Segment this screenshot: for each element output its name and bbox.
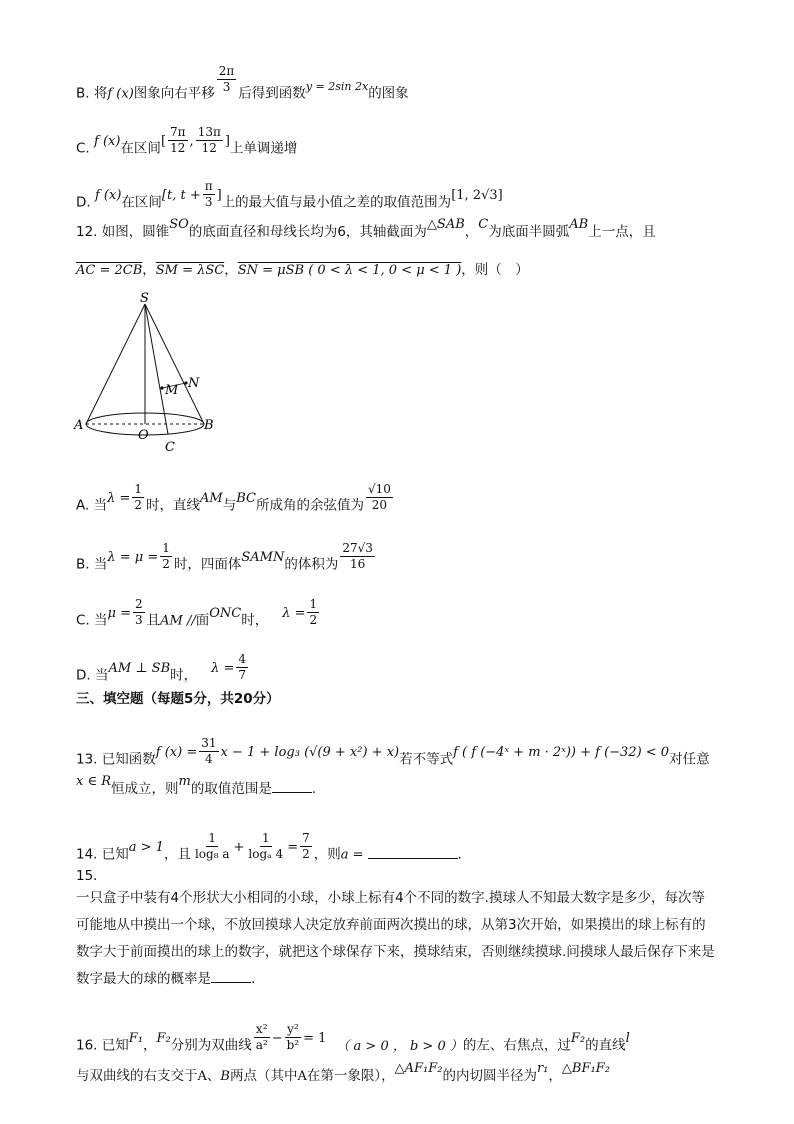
fraction-loga4: $\frac{1}{\text{logₐ 4}}$ [248,831,284,861]
q11-option-b: B. 将f (x)图象向右平移 $\frac{2\pi}{3}$ 后得到函数$^{y = 2sin 2x}$的图象 [76,64,409,102]
q11-option-c: C. f (x)在区间[ $\frac{7\pi}{12}$ , $\frac{13\pi}{12}$ ]上单调递增 [76,125,298,157]
cone-figure [70,288,230,456]
svg-text:B: B [204,418,214,433]
q12-option-c: C. 当μ = $\frac{2}{3}$ 且AM //面ONC时， λ = $\frac{1}{2}$ [76,597,318,629]
q15-number: 15. [76,868,98,884]
q12-stem-line2: AC = 2CB，SM = λSC，SN = μSB ( 0 < λ < 1, 0 < μ < 1 )，则（ ） [76,262,529,278]
coefficient-31-4: $\frac{31}{4}$ [201,736,217,766]
cosine-answer: $\frac{√10}{20}$ [367,482,391,512]
pi-over-three: $\frac{\pi}{3}$ [204,179,213,209]
q15-text: 一只盒子中装有4个形状大小相同的小球，小球上标有4个不同的数字.摸球人不知最大数字是多少，每次等可能地从中摸出一个球，不放回摸球人决定放弃前面两次摸出的球，从第3次开始，如果摸出的球上标有的数字大于前面摸出的球上的数字，就把这个球保存下来，摸球结束，否则继续摸球.问摸球人最后保存下来是数字最大的球的概率是 . [76,890,715,987]
volume-answer: $\frac{27√3}{16}$ [342,541,373,571]
interval-right: $\frac{13\pi}{12}$ [197,125,221,155]
q12-option-a: A. 当λ = $\frac{1}{2}$ 时，直线AM与BC所成角的余弦值为 $\frac{√10}{20}$ [76,482,391,514]
q13-line2: x ∈ R恒成立，则m的取值范围是 . [76,774,317,797]
section-3-heading: 三、填空题（每题5分，共20分） [76,691,280,707]
shift-fraction: $\frac{2\pi}{3}$ [218,64,235,94]
q16-line1: 16. 已知F₁，F₂分别为双曲线 $\frac{\text{x²}}{\text{a²}}$ − $\frac{\text{y²}}{\text{b²}}$ = 1（ a > 0 ， b > 0 ）的左、右焦点，过F₂的直线l [76,1022,630,1054]
q13-line1: 13. 已知函数f (x) = $\frac{31}{4}$ x − 1 + log₃ (√(9 + x²) + x)若不等式f ( f (−4ˣ + m · 2ˣ)) + f (−32) < 0对任意 [76,736,710,768]
svg-text:M: M [165,383,179,398]
q11-option-d: D. f (x)在区间[t, t + $\frac{\pi}{3}$ ]上的最大值与最小值之差的取值范围为[1, 2√3] [76,179,503,211]
q14-line: 14. 已知a > 1，且 $\frac{1}{\text{log₈ a}}$ + $\frac{1}{\text{logₐ 4}}$ = $\frac{7}{2}$ ，则a = . [76,831,462,863]
interval-left: $\frac{7\pi}{12}$ [170,125,186,155]
mu-two-thirds: $\frac{2}{3}$ [135,597,143,627]
hyperbola-y-term: $\frac{\text{y²}}{\text{b²}}$ [286,1022,300,1052]
q12-option-b: B. 当λ = μ = $\frac{1}{2}$ 时，四面体SAMN的体积为 $\frac{27√3}{16}$ [76,541,373,573]
svg-text:O: O [138,428,149,443]
q12-stem-line1: 12. 如图，圆锥SO的底面直径和母线长均为6，其轴截面为△SAB，C为底面半圆弧AB上一点，且 [76,217,656,240]
lambda-mu-half: $\frac{1}{2}$ [162,541,170,571]
lambda-half: $\frac{1}{2}$ [134,482,142,512]
q15-answer-blank[interactable] [211,968,251,983]
svg-text:N: N [188,376,200,391]
q13-answer-blank[interactable] [272,778,312,793]
svg-text:C: C [165,440,175,455]
lambda-four-sevenths: $\frac{4}{7}$ [238,652,247,682]
fraction-log8: $\frac{1}{\text{log₈ a}}$ [194,831,230,861]
svg-text:A: A [74,418,84,433]
hyperbola-x-term: $\frac{\text{x²}}{\text{a²}}$ [255,1022,268,1052]
q12-option-d: D. 当AM ⊥ SB时， λ = $\frac{4}{7}$ [76,652,247,684]
fraction-seven-halves: $\frac{7}{2}$ [302,831,310,861]
svg-text:S: S [140,291,149,306]
q14-answer-blank[interactable] [368,844,458,859]
q16-line2: 与双曲线的右支交于A、B两点（其中A在第一象限），△AF₁F₂的内切圆半径为r₁，△BF₁F₂ [76,1061,610,1084]
lambda-half-result: $\frac{1}{2}$ [309,597,318,627]
